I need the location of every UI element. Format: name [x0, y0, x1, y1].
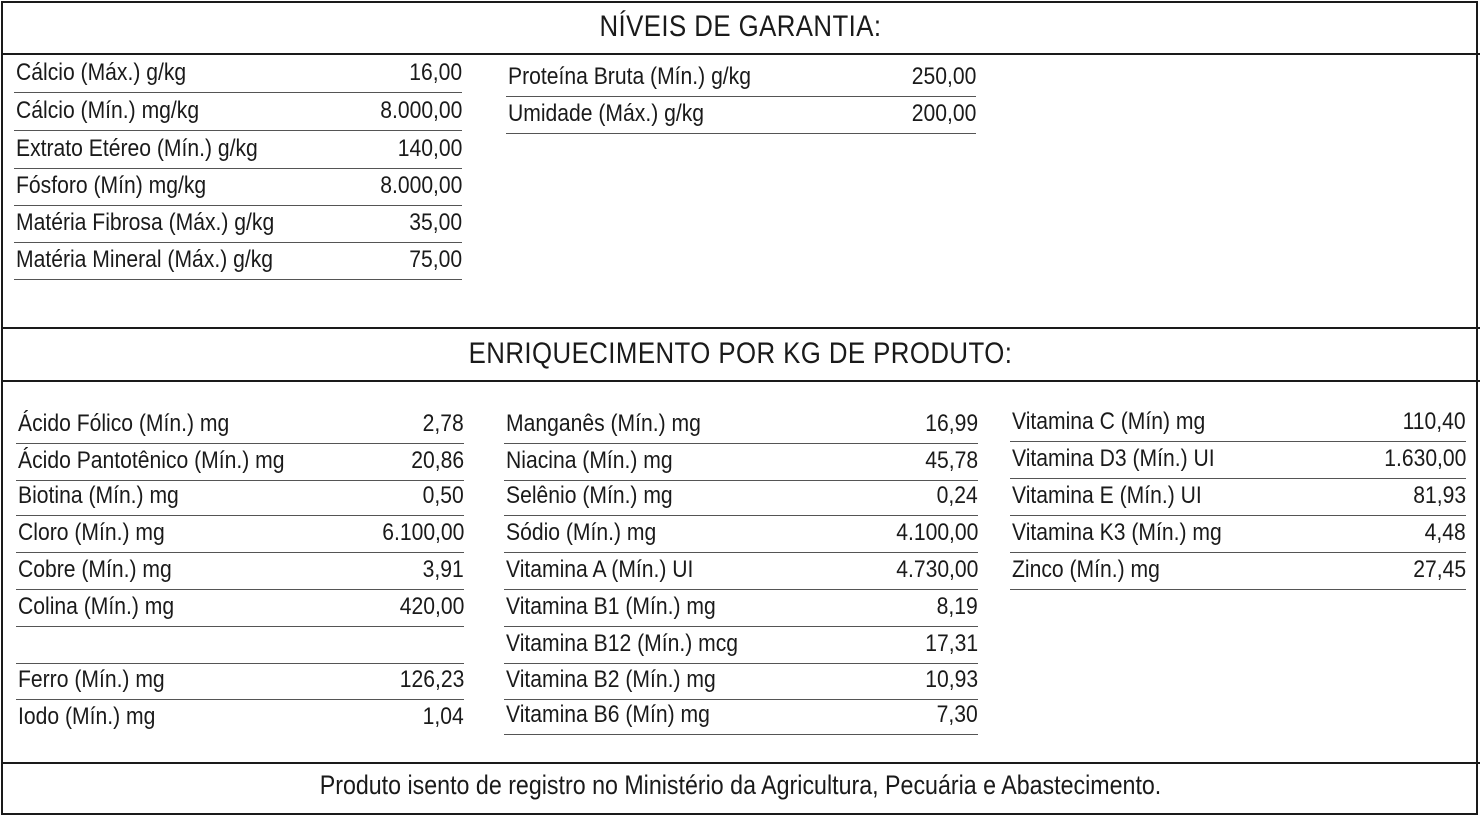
row-label: Vitamina B12 (Mín.) mcg [506, 630, 739, 657]
garantia-row [14, 97, 462, 131]
garantia-row [14, 246, 462, 280]
enriquecimento-row [16, 556, 464, 590]
row-label: Ácido Fólico (Mín.) mg [18, 410, 230, 437]
row-value: 8.000,00 [379, 97, 462, 124]
enriquecimento-row [16, 482, 464, 516]
row-value: 17,31 [925, 630, 978, 657]
row-value: 45,78 [925, 447, 978, 474]
row-value: 81,93 [1413, 482, 1466, 509]
row-value: 35,00 [409, 209, 462, 236]
row-label: Ácido Pantotênico (Mín.) mg [18, 447, 285, 474]
row-label: Vitamina B2 (Mín.) mg [506, 666, 716, 693]
row-value: 110,40 [1402, 408, 1466, 435]
footer-note: Produto isento de registro no Ministério da Agricultura, Pecuária e Abastecimento. [319, 770, 1162, 800]
row-value: 2,78 [422, 410, 464, 437]
enriquecimento-row [504, 701, 978, 735]
enriquecimento-row [504, 630, 978, 664]
divider-garantia-header [1, 53, 1480, 55]
row-value: 8,19 [936, 593, 978, 620]
enriquecimento-title: ENRIQUECIMENTO POR KG DE PRODUTO: [468, 337, 1013, 370]
row-value: 4.100,00 [895, 519, 978, 546]
enriquecimento-row [1010, 519, 1466, 553]
row-label: Biotina (Mín.) mg [18, 482, 179, 509]
row-label: Vitamina C (Mín) mg [1012, 408, 1206, 435]
row-label: Matéria Mineral (Máx.) g/kg [16, 246, 274, 273]
enriquecimento-row [504, 410, 978, 444]
enriquecimento-row [16, 702, 464, 736]
row-label: Cálcio (Mín.) mg/kg [16, 97, 200, 124]
enriquecimento-row [16, 410, 464, 444]
garantia-row [506, 100, 976, 134]
row-value: 4.730,00 [895, 556, 978, 583]
row-label: Zinco (Mín.) mg [1012, 556, 1160, 583]
row-label: Fósforo (Mín) mg/kg [16, 172, 207, 199]
row-value: 7,30 [936, 701, 978, 728]
divider-footer [1, 762, 1480, 764]
row-label: Ferro (Mín.) mg [18, 666, 165, 693]
row-value: 1.630,00 [1383, 445, 1466, 472]
row-label: Vitamina E (Mín.) UI [1012, 482, 1202, 509]
row-value: 3,91 [422, 556, 464, 583]
row-label: Cobre (Mín.) mg [18, 556, 172, 583]
row-label: Proteína Bruta (Mín.) g/kg [508, 63, 751, 90]
enriquecimento-row [504, 482, 978, 516]
row-value: 16,00 [409, 59, 462, 86]
row-label: Vitamina D3 (Mín.) UI [1012, 445, 1215, 472]
row-value: 140,00 [397, 135, 462, 162]
enriquecimento-row [1010, 445, 1466, 479]
row-label: Vitamina B1 (Mín.) mg [506, 593, 716, 620]
row-value: 126,23 [399, 666, 464, 693]
row-value: 20,86 [411, 447, 464, 474]
enriquecimento-row-empty [16, 630, 464, 664]
row-label: Selênio (Mín.) mg [506, 482, 673, 509]
row-label: Umidade (Máx.) g/kg [508, 100, 705, 127]
row-label: Colina (Mín.) mg [18, 593, 175, 620]
row-label: Vitamina A (Mín.) UI [506, 556, 694, 583]
enriquecimento-row [16, 593, 464, 627]
row-value: 10,93 [925, 666, 978, 693]
divider-section [1, 327, 1480, 329]
row-value: 250,00 [911, 63, 976, 90]
row-value: 4,48 [1424, 519, 1466, 546]
row-value: 75,00 [409, 246, 462, 273]
row-value: 27,45 [1413, 556, 1466, 583]
enriquecimento-row [504, 447, 978, 481]
row-label: Cálcio (Máx.) g/kg [16, 59, 187, 86]
enriquecimento-row [1010, 482, 1466, 516]
enriquecimento-row [16, 519, 464, 553]
row-label: Vitamina B6 (Mín) mg [506, 701, 710, 728]
enriquecimento-row [504, 666, 978, 700]
row-value: 6.100,00 [381, 519, 464, 546]
row-value: 16,99 [925, 410, 978, 437]
garantia-row [14, 135, 462, 169]
row-value: 200,00 [911, 100, 976, 127]
enriquecimento-row [16, 666, 464, 700]
row-value: 0,50 [422, 482, 464, 509]
divider-enriquecimento-header [1, 380, 1480, 382]
row-label: Niacina (Mín.) mg [506, 447, 673, 474]
garantia-title: NÍVEIS DE GARANTIA: [599, 10, 882, 43]
enriquecimento-row [16, 447, 464, 481]
garantia-row [14, 209, 462, 243]
enriquecimento-row [1010, 556, 1466, 590]
enriquecimento-row [1010, 408, 1466, 442]
enriquecimento-row [504, 519, 978, 553]
garantia-row [506, 63, 976, 97]
row-value: 0,24 [936, 482, 978, 509]
row-label: Extrato Etéreo (Mín.) g/kg [16, 135, 258, 162]
row-label: Iodo (Mín.) mg [18, 703, 156, 730]
enriquecimento-row [504, 556, 978, 590]
row-label: Matéria Fibrosa (Máx.) g/kg [16, 209, 275, 236]
garantia-row [14, 59, 462, 93]
row-value: 1,04 [422, 703, 464, 730]
row-label: Cloro (Mín.) mg [18, 519, 165, 546]
row-value: 420,00 [399, 593, 464, 620]
garantia-row [14, 172, 462, 206]
row-label: Sódio (Mín.) mg [506, 519, 657, 546]
enriquecimento-row [504, 593, 978, 627]
row-value: 8.000,00 [379, 172, 462, 199]
row-label: Manganês (Mín.) mg [506, 410, 701, 437]
row-label: Vitamina K3 (Mín.) mg [1012, 519, 1222, 546]
